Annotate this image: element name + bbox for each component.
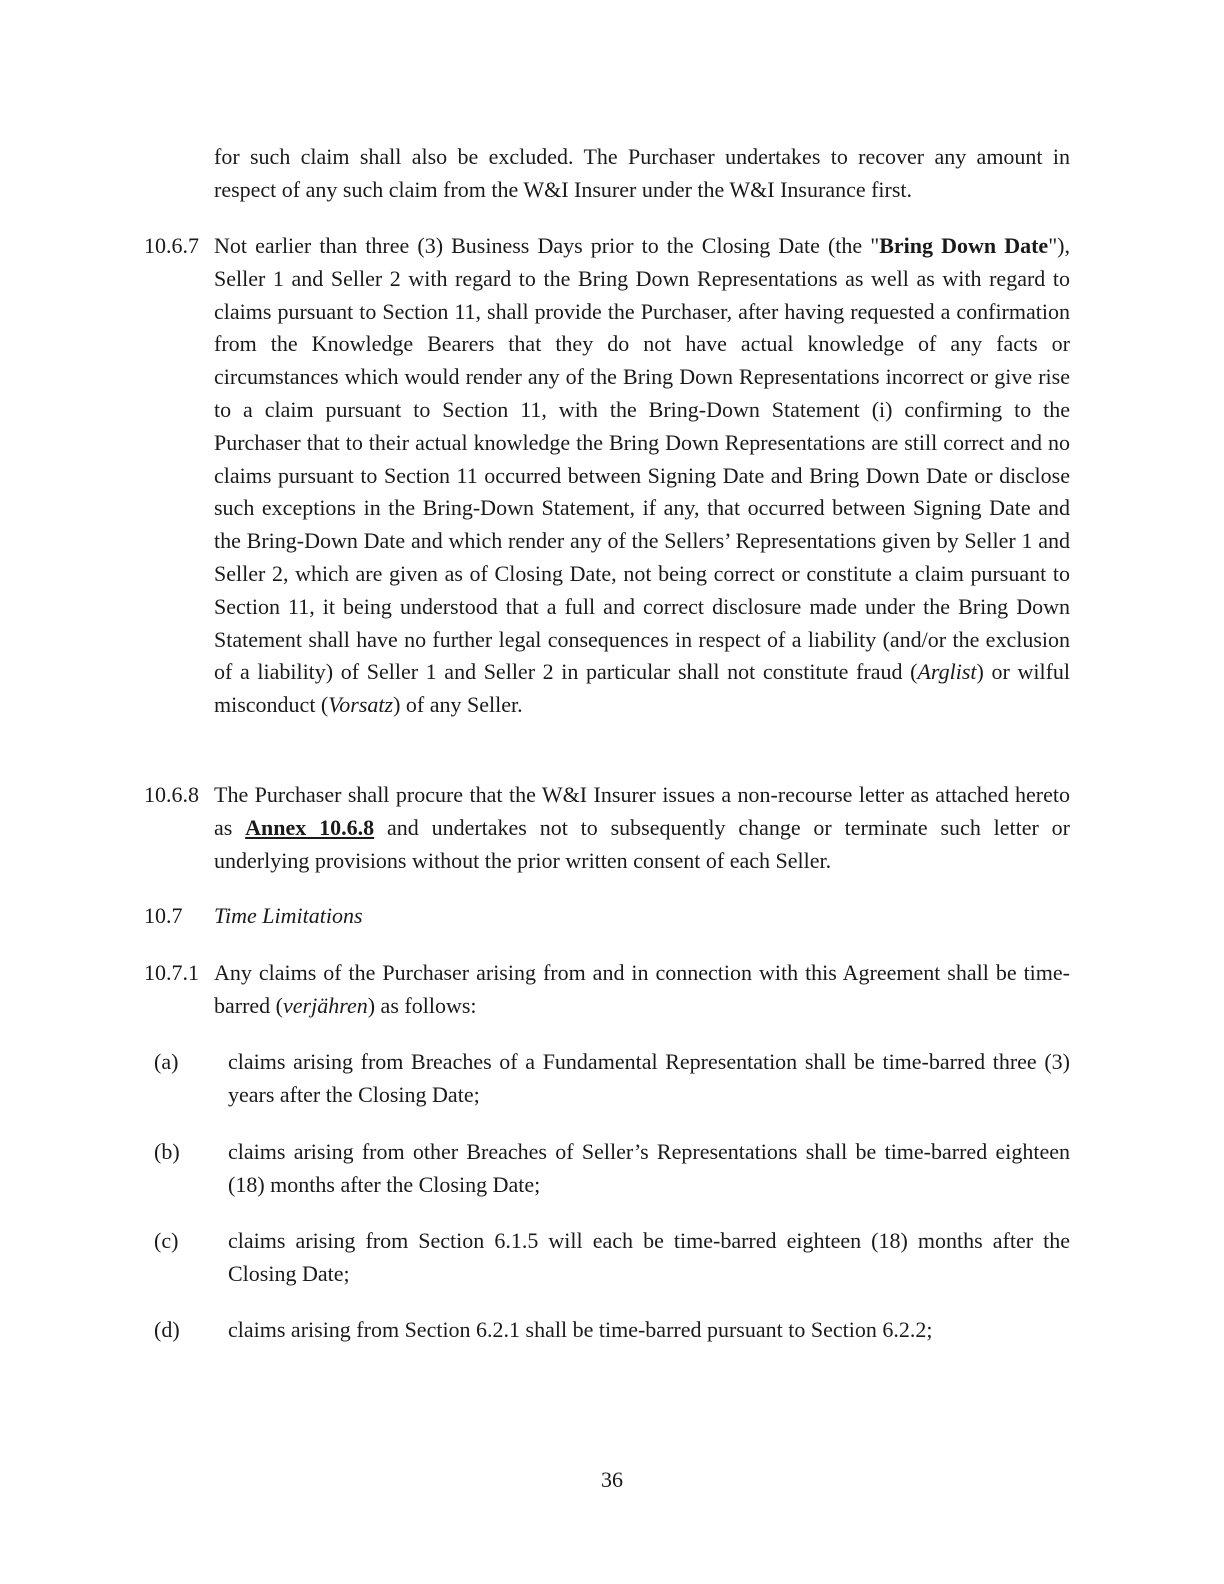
page-number: 36 [601,1467,623,1492]
term-verjahren: verjähren [283,992,368,1018]
defined-term-bring-down-date: Bring Down Date [879,233,1049,258]
term-vorsatz: Vorsatz [328,692,394,718]
section-10-6-7-text: Not earlier than three (3) Business Days prior to the Closing Date (the "Bring Down Date"), Seller 1 and Seller 2 with regard to the Bring Down Representations as well as with regard to claims pursuant to Section 11, shall provide the Purchaser, after having requested a confirmation from the Knowledge Bearers that they do not have actual knowledge of any facts or circumstances which would render any of the Bring Down Representations incorrect or give rise to a claim pursuant to Section 11, with the Bring-Down Statement (i) confirming to the Purchaser that to their actual knowledge the Bring Down Representations are still correct and no claims pursuant to Section 11 occurred between Signing Date and Bring Down Date or disclose such exceptions in the Bring-Down Statement, if any, that occurred between Signing Date and the Bring-Down Date and which render any of the Sellers’ Representations given by Seller 1 and Seller 2, which are given as of Closing Date, not being correct or constitute a claim pursuant to Section 11, it being understood that a full and correct disclosure made under the Bring Down Statement shall have no further legal consequences in respect of a liability (and/or the exclusion of a liability) of Seller 1 and Seller 2 in particular shall not constitute fraud (Arglist) or wilful misconduct (Vorsatz) of any Seller. [214,233,1071,718]
term-arglist: Arglist [917,659,977,685]
continuation-paragraph: for such claim shall also be excluded. The Purchaser undertakes to recover any amount in respect of any such claim from the W&I Insurer under the W&I Insurance first. [214,144,1070,202]
list-item-label: (c) [154,1228,179,1253]
section-number-10-6-8: 10.6.8 [144,782,199,807]
list-item-text: claims arising from Section 6.2.1 shall be time-barred pursuant to Section 6.2.2; [228,1317,933,1342]
section-number-10-7: 10.7 [144,903,183,928]
section-10-7-heading: Time Limitations [214,903,363,928]
list-item-text: claims arising from other Breaches of Seller’s Representations shall be time-barred eighteen (18) months after the Closing Date; [228,1139,1070,1197]
list-item-label: (d) [154,1317,180,1342]
list-item-label: (a) [154,1049,179,1074]
section-number-10-6-7: 10.6.7 [144,233,199,258]
section-10-6-8-text: The Purchaser shall procure that the W&I Insurer issues a non-recourse letter as attached hereto as Annex 10.6.8 and undertakes not to subsequently change or terminate such letter or underlying provisions without the prior written consent of each Seller. [214,782,1071,873]
list-item-text: claims arising from Section 6.1.5 will each be time-barred eighteen (18) months after the Closing Date; [228,1228,1070,1286]
list-item-text: claims arising from Breaches of a Fundamental Representation shall be time-barred three (3) years after the Closing Date; [228,1049,1070,1107]
section-number-10-7-1: 10.7.1 [144,960,199,985]
section-10-7-1-text: Any claims of the Purchaser arising from and in connection with this Agreement shall be time-barred (verjähren) as follows: [214,960,1070,1018]
list-item-label: (b) [154,1139,180,1164]
annex-reference: Annex 10.6.8 [245,814,375,840]
